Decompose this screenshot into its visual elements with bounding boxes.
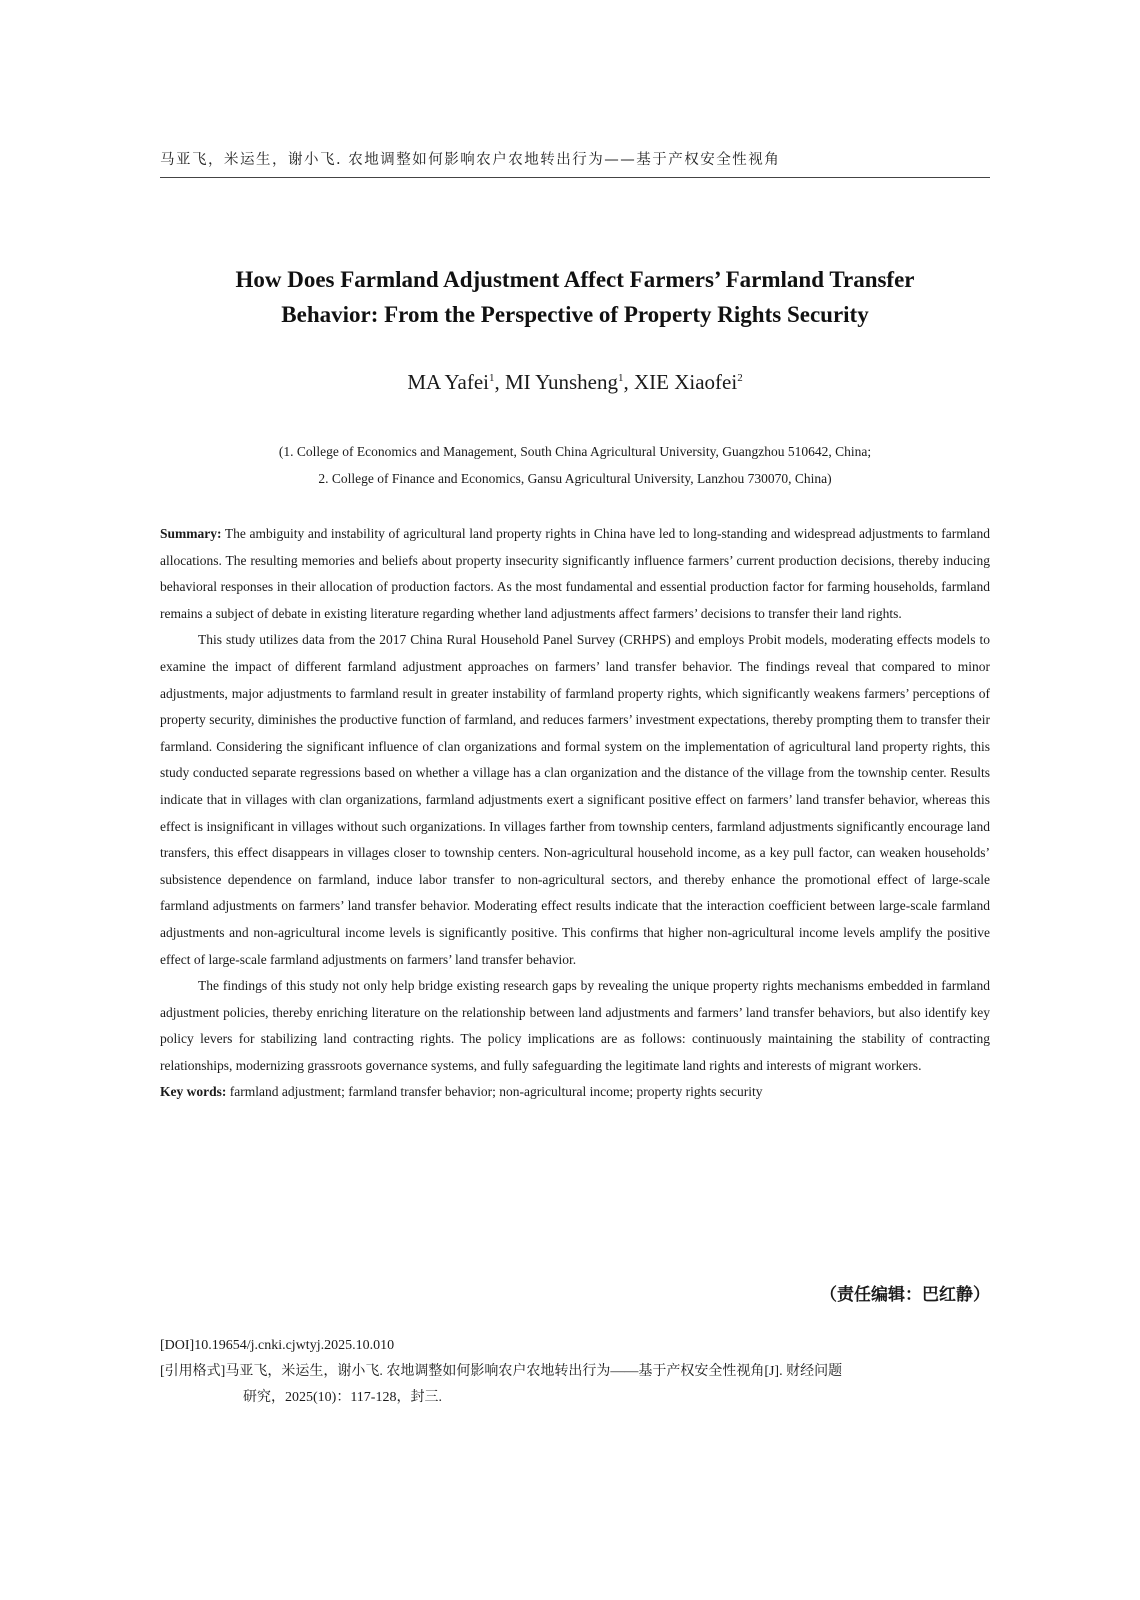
author-1: MA Yafei [407,370,489,394]
keywords-label: Key words: [160,1084,227,1100]
author-3-affil: 2 [737,372,743,384]
affiliations [160,438,990,492]
paper-title [160,262,990,332]
citation-line-2: 研究，2025(10)：117-128，封三. [243,1390,442,1405]
keywords-line [160,1079,990,1106]
summary-paragraph-2: This study utilizes data from the 2017 China Rural Household Panel Survey (CRHPS) and employs Probit models, moderating effects models to examine the impact of different farmland adjustment approaches on farmers’ land transfer behavior. The findings reveal that compared to minor adjustments, major adjustments to farmland result in greater instability of farmland property rights, which significantly weakens farmers’ perceptions of property security, diminishes the productive function of farmland, and reduces farmers’ investment expectations, thereby prompting them to transfer their farmland. Considering the significant influence of clan organizations and formal system on the implementation of agricultural land property rights, this study conducted separate regressions based on whether a village has a clan organization and the distance of the village from the township center. Results indicate that in villages with clan organizations, farmland adjustments exert a significant positive effect on farmers’ land transfer behavior, whereas this effect is insignificant in villages without such organizations. In villages farther from township centers, farmland adjustments significantly encourage land transfers, this effect disappears in villages closer to township centers. Non-agricultural household income, as a key pull factor, can weaken households’ subsistence dependence on farmland, induce labor transfer to non-agricultural sectors, and thereby enhance the promotional effect of large-scale farmland adjustments on farmers’ land transfer behavior. Moderating effect results indicate that the interaction coefficient between large-scale farmland adjustments and non-agricultural income levels is significantly positive. This confirms that higher non-agricultural income levels amplify the positive effect of large-scale farmland adjustments on farmers’ land transfer behavior. [160,632,990,967]
responsible-editor: （责任编辑：巴红静） [820,1285,990,1305]
doi-line: [DOI]10.19654/j.cnki.cjwtyj.2025.10.010 [160,1338,395,1353]
abstract [160,521,990,1106]
affiliation-1: (1. College of Economics and Management, South China Agricultural University, Guangzhou 510642, China; [278,444,872,459]
author-1-affil: 1 [489,372,495,384]
running-header: 马亚飞，米运生，谢小飞. 农地调整如何影响农户农地转出行为——基于产权安全性视角 [160,148,990,178]
title-line-2: Behavior: From the Perspective of Property Rights Security [281,302,869,327]
citation-format [160,1359,990,1411]
author-3: XIE Xiaofei [633,370,738,394]
summary-paragraph-1 [160,521,990,627]
summary-paragraph-3: The findings of this study not only help bridge existing research gaps by revealing the unique property rights mechanisms embedded in farmland adjustment policies, thereby enriching literature on the relationship between land adjustments and farmers’ land transfer behaviors, but also identify key policy levers for stabilizing land contracting rights. The policy implications are as follows: continuously maintaining the stability of contracting relationships, modernizing grassroots governance systems, and fully safeguarding the legitimate land rights and interests of migrant workers. [160,978,990,1073]
paragraph-1-text: The ambiguity and instability of agricultural land property rights in China have led to long-standing and widespread adjustments to farmland allocations. The resulting memories and beliefs about property insecurity significantly influence farmers’ current production decisions, thereby inducing behavioral responses in their allocation of production factors. As the most fundamental and essential production factor for farming households, farmland remains a subject of debate in existing literature regarding whether land adjustments affect farmers’ decisions to transfer their land rights. [160,526,990,621]
keywords-text: farmland adjustment; farmland transfer behavior; non-agricultural income; property rights security [229,1084,763,1100]
author-list: MA Yafei$^1$, MI Yunsheng$^1$, XIE Xiaofei$^2$ [407,370,743,394]
affiliation-2: 2. College of Finance and Economics, Gansu Agricultural University, Lanzhou 730070, China) [318,471,832,486]
author-2: MI Yunsheng [505,370,618,394]
author-2-affil: 1 [617,372,624,384]
citation-line-1: [引用格式]马亚飞，米运生，谢小飞. 农地调整如何影响农户农地转出行为——基于产权安全性视角[J]. 财经问题 [160,1364,843,1379]
summary-label: Summary: [160,526,222,541]
title-line-1: How Does Farmland Adjustment Affect Farmers’ Farmland Transfer [235,267,915,292]
